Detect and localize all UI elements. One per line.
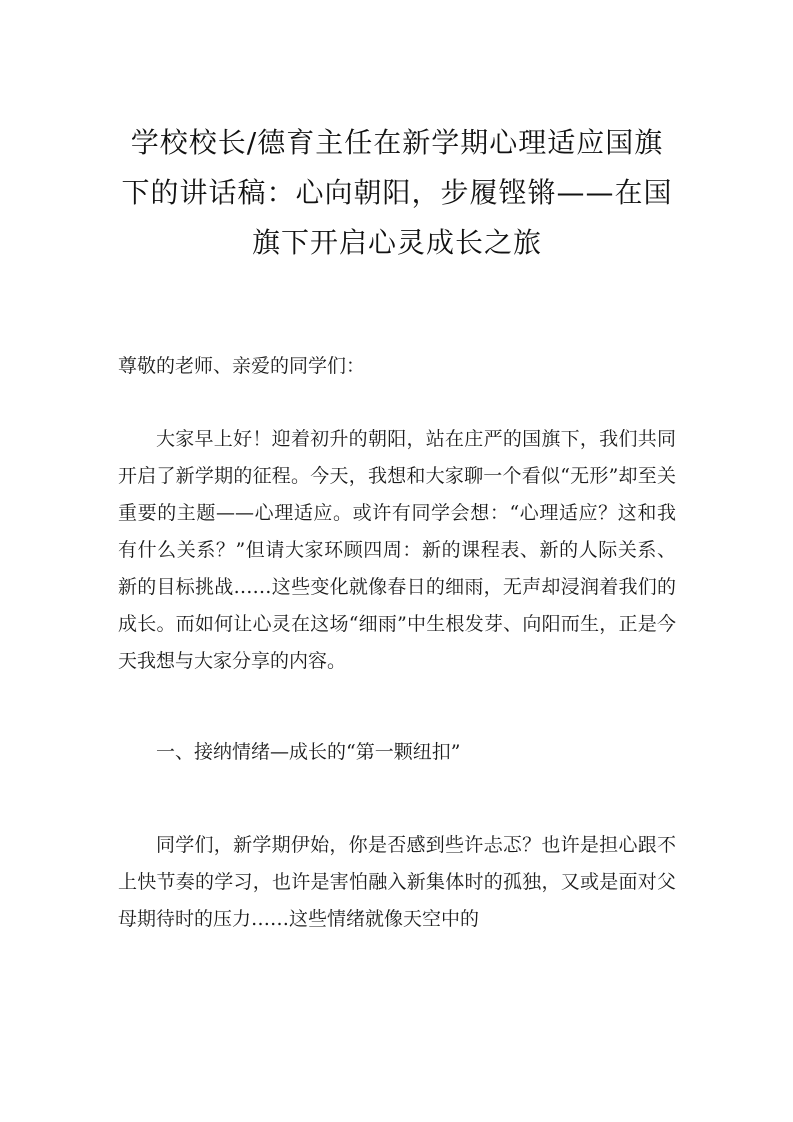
document-page [118, 118, 676, 938]
salutation: 尊敬的老师、亲爱的同学们： [118, 355, 366, 377]
section-paragraph: 同学们，新学期伊始，你是否感到些许忐忑？也许是担心跟不上快节奏的学习，也许是害怕融入新集体时的孤独，又或是面对父母期待时的压力……这些情绪就像天空中的 [118, 834, 676, 930]
document-title: 学校校长/德育主任在新学期心理适应国旗下的讲话稿：心向朝阳，步履铿锵——在国旗下开启心灵成长之旅 [121, 126, 673, 259]
intro-paragraph: 大家早上好！迎着初升的朝阳，站在庄严的国旗下，我们共同开启了新学期的征程。今天，我想和大家聊一个看似“无形”却至关重要的主题——心理适应。或许有同学会想：“心理适应？这和我有什么关系？”但请大家环顾四周：新的课程表、新的人际关系、新的目标挑战……这些变化就像春日的细雨，无声却浸润着我们的成长。而如何让心灵在这场“细雨”中生根发芽、向阳而生，正是今天我想与大家分享的内容。 [118, 428, 676, 672]
section-heading: 一、接纳情绪—成长的“第一颗纽扣” [156, 741, 461, 763]
